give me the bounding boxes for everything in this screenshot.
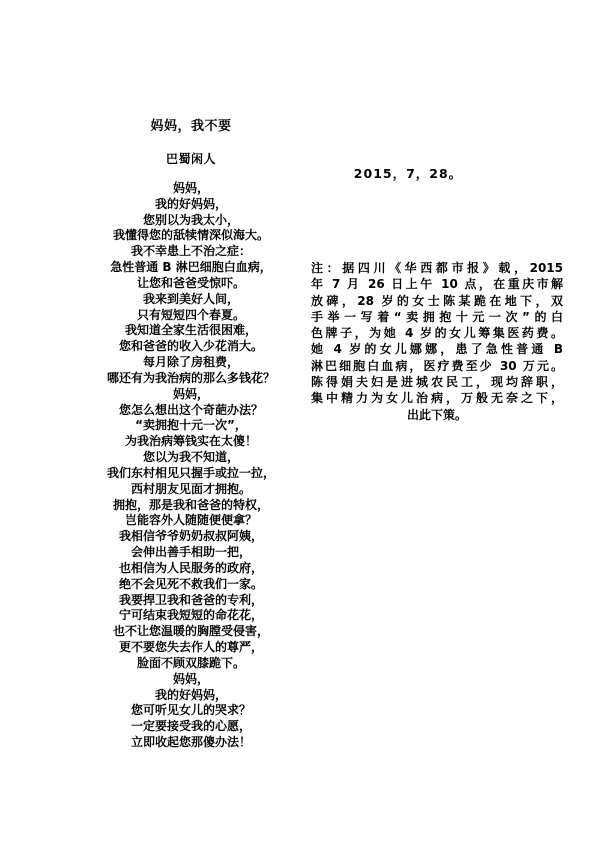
note-line: 注：据四川《华西都市报》载，2015	[311, 261, 563, 275]
poem-line: 也相信为人民服务的政府，	[118, 560, 263, 575]
poem-line: 每月除了房租费，	[142, 355, 239, 370]
poem-line: 岂能容外人随随便便拿？	[124, 513, 257, 528]
poem-line: 会伸出善手相助一把，	[130, 545, 251, 560]
note-line: 集中精力为女儿治病，万般无奈之下，	[311, 391, 563, 406]
poem-line: 您别以为我太小，	[142, 212, 239, 227]
poem-line: 一定要接受我的心愿，	[130, 719, 251, 734]
poem-line: 我相信爷爷奶奶叔叔阿姨，	[118, 529, 263, 544]
poem-line: 急性普通 B 淋巴细胞白血病，	[110, 260, 272, 275]
poem-line: 我的好妈妈，	[154, 687, 227, 702]
note-line: 她 4 岁的女儿娜娜，患了急性普通 B	[311, 342, 563, 357]
poem-line: 我不幸患上不治之症：	[130, 244, 251, 259]
poem-line: 我要捍卫我和爸爸的专利，	[118, 592, 263, 607]
poem-line: 也不让您温暖的胸膛受侵害，	[112, 624, 269, 639]
poem-line: “卖拥抱十元一次”，	[135, 418, 247, 433]
poem-title: 妈妈，我不要	[150, 119, 232, 134]
poem-line: 我懂得您的舐犊情深似海大。	[112, 228, 269, 243]
poem-line: 您可听见女儿的哭求？	[130, 703, 251, 718]
poem-line: 只有短短四个春夏。	[136, 307, 245, 322]
poem-line: 脸面不顾双膝跪下。	[136, 655, 245, 670]
poem-line: 我的好妈妈，	[154, 196, 227, 211]
note-line: 陈得娟夫妇是进城农民工，现均辞职，	[311, 375, 563, 390]
poem-line: 拥抱，那是我和爸爸的特权，	[112, 497, 269, 512]
note-paragraph	[311, 260, 563, 423]
poem-body	[55, 181, 327, 751]
poem-line: 更不要您失去作人的尊严，	[118, 640, 263, 655]
poem-line: 宁可结束我短短的命花花，	[118, 608, 263, 623]
poem-author: 巴蜀闲人	[165, 152, 216, 166]
note-line: 手举一写着“卖拥抱十元一次”的白	[311, 309, 563, 324]
poem-line: 我知道全家生活很困难，	[124, 323, 257, 338]
poem-line: 绝不会见死不救我们一家。	[118, 576, 263, 591]
poem-line: 妈妈，	[172, 386, 209, 401]
note-line: 淋巴细胞白血病，医疗费至少 30 万元。	[311, 358, 563, 373]
poem-line: 哪还有为我治病的那么多钱花？	[106, 370, 275, 385]
poem-line: 立即收起您那傻办法！	[130, 734, 251, 749]
note-line: 出此下策。	[406, 407, 467, 422]
poem-line: 您和爸爸的收入少花消大。	[118, 339, 263, 354]
poem-line: 妈妈，	[172, 671, 209, 686]
poem-line: 我们东村相见只握手或拉一拉，	[106, 465, 275, 480]
note-line: 放碑，28 岁的女士陈某跪在地下，双	[311, 293, 563, 308]
poem-line: 您以为我不知道，	[142, 450, 239, 465]
poem-line: 您怎么想出这个奇葩办法？	[118, 402, 263, 417]
poem-line: 为我治病筹钱实在太傻！	[124, 434, 257, 449]
note-line: 色牌子，为她 4 岁的女儿筹集医药费。	[311, 326, 563, 341]
poem-line: 西村朋友见面才拥抱。	[130, 481, 251, 496]
poem-line: 妈妈，	[172, 181, 209, 195]
poem-date: 2015，7，28。	[353, 166, 463, 181]
poem-line: 让您和爸爸受惊吓。	[136, 275, 245, 290]
note-line: 年 7 月 26 日上午 10 点，在重庆市解	[311, 277, 563, 292]
poem-line: 我来到美好人间，	[142, 291, 239, 306]
